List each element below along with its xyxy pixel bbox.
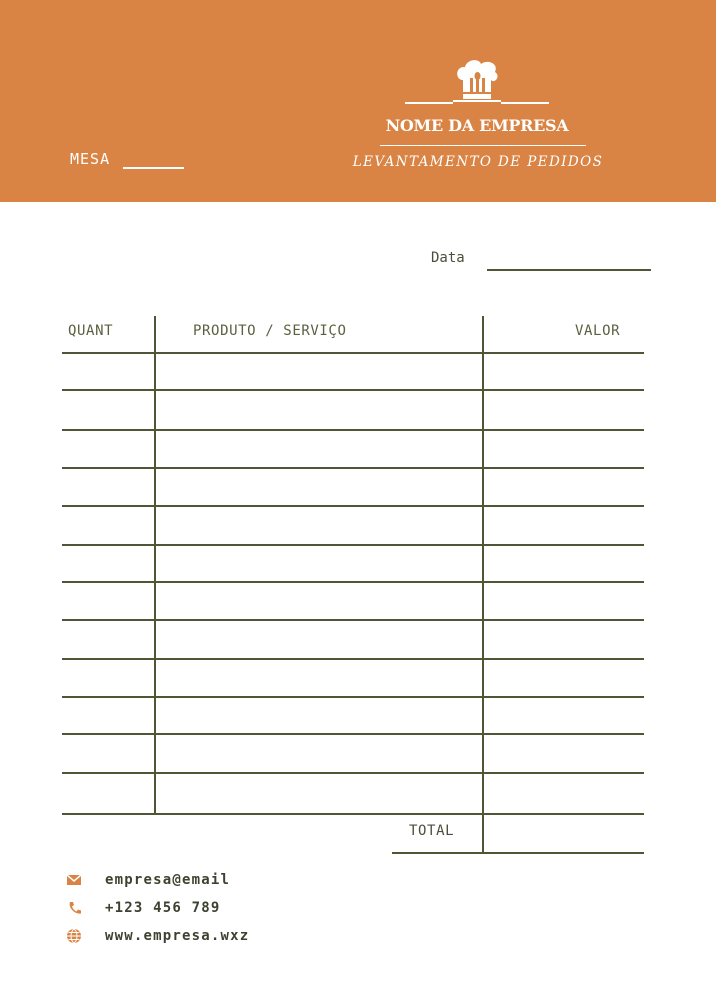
table-row-line: [62, 505, 644, 507]
table-row-line: [62, 772, 644, 774]
table-row-line: [62, 467, 644, 469]
table-row-line: [62, 352, 644, 354]
table-row-line: [62, 658, 644, 660]
table-row-line: [62, 544, 644, 546]
contact-email-text: empresa@email: [105, 872, 231, 888]
email-icon: [64, 870, 84, 890]
column-header-quant: QUANT: [68, 323, 114, 339]
logo-rule-right: [501, 102, 549, 104]
date-label: Data: [431, 250, 465, 266]
total-label: TOTAL: [409, 823, 455, 839]
globe-icon: [64, 926, 84, 946]
logo-rule-left: [405, 102, 453, 104]
table-bottom-line: [62, 813, 644, 815]
logo-rule-center: [453, 100, 501, 102]
total-line: [392, 852, 644, 854]
phone-icon: [64, 898, 84, 918]
column-header-produto: PRODUTO / SERVIÇO: [193, 323, 347, 339]
chef-hat-icon: [453, 58, 501, 100]
contact-phone[interactable]: [64, 898, 221, 918]
table-row-line: [62, 733, 644, 735]
header-banner: [0, 0, 716, 202]
mesa-label: MESA: [70, 150, 111, 168]
mesa-field-line[interactable]: [123, 167, 184, 169]
table-row-line: [62, 429, 644, 431]
contact-phone-text: +123 456 789: [105, 900, 221, 916]
table-row-line: [62, 581, 644, 583]
form-subtitle: LEVANTAMENTO DE PEDIDOS: [352, 154, 604, 170]
date-field-line[interactable]: [487, 269, 651, 271]
contact-website[interactable]: [64, 926, 249, 946]
company-underline: [380, 145, 586, 146]
contact-email[interactable]: [64, 870, 230, 890]
table-row-line: [62, 619, 644, 621]
table-row-line: [62, 696, 644, 698]
contact-website-text: www.empresa.wxz: [105, 928, 250, 944]
company-name: NOME DA EMPRESA: [385, 116, 569, 135]
table-row-line: [62, 389, 644, 391]
column-header-valor: VALOR: [575, 323, 621, 339]
